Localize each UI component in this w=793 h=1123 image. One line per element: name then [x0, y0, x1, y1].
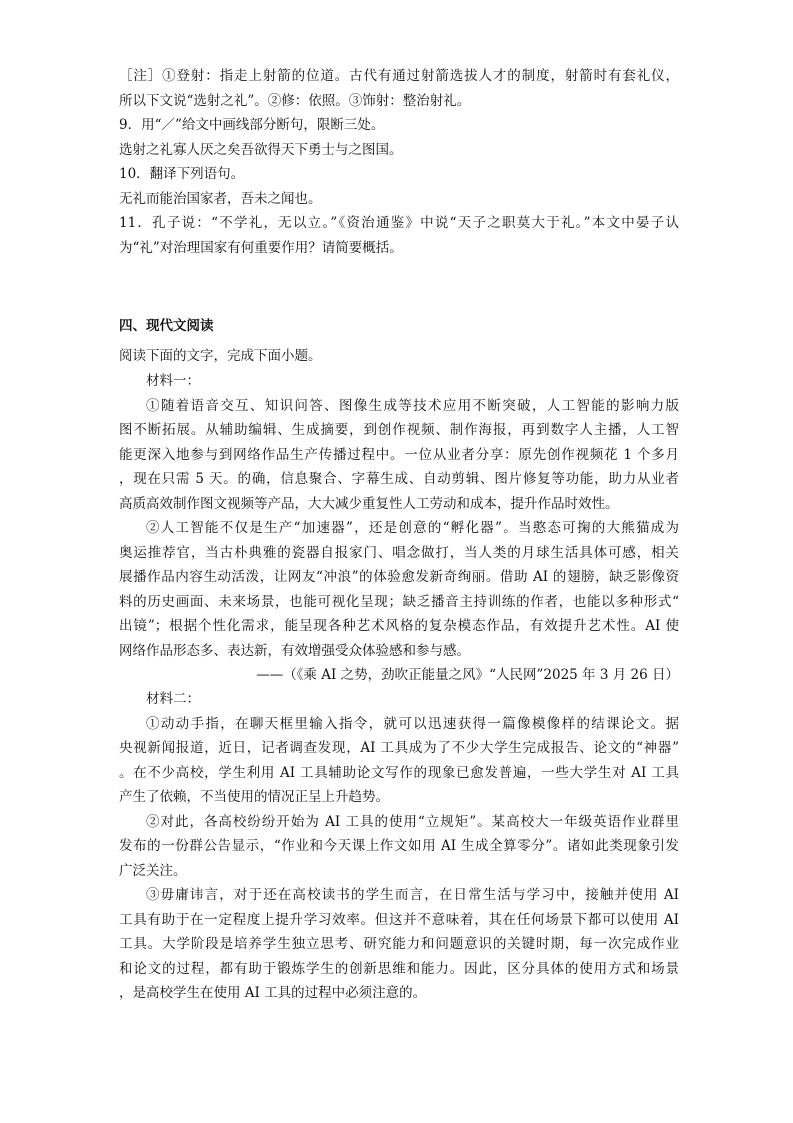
- intro-text: 阅读下面的文字，完成下面小题。: [119, 348, 322, 364]
- question-prompt: 为“礼”对治理国家有何重要作用？请简要概括。: [119, 239, 403, 256]
- paragraph-line: 图不断拓展。从辅助编辑、生成摘要，到创作视频、制作海报，再到数字人主播，人工智: [119, 422, 679, 438]
- paragraph: [119, 516, 679, 663]
- question-prompt: 11．孔子说：“不学礼，无以立。”《资治通鉴》中说“天子之职莫大于礼。”本文中晏子认: [119, 215, 679, 231]
- material-2: [119, 687, 679, 1006]
- question-prompt: 9．用“／”给文中画线部分断句，限断三处。: [119, 117, 385, 133]
- paragraph: [119, 394, 679, 517]
- paragraph-line: 能更深入地参与到网络作品生产传播过程中。一位从业者分享：原先创作视频花 1 个多月: [119, 446, 679, 463]
- paragraph: [119, 810, 679, 884]
- paragraph-line: ，是高校学生在使用 AI 工具的过程中必须注意的。: [119, 985, 427, 1001]
- section-heading: [119, 314, 679, 339]
- paragraph-line: ①动动手指，在聊天框里输入指令，就可以迅速获得一篇像模像样的结课论文。据: [146, 715, 679, 732]
- paragraph-line: 央视新闻报道，近日，记者调查发现，AI 工具成为了不少大学生完成报告、论文的“神器”: [119, 740, 679, 756]
- paragraph-line: 网络作品形态多、表达新，有效增强受众体验感和参与感。: [119, 642, 470, 659]
- paragraph-line: 展播作品内容生动活泼，让网友“冲浪”的体验愈发新奇绚丽。借助 AI 的翅膀，缺乏影像资: [119, 569, 679, 585]
- question-text: 无礼而能治国家者，吾未之闻也。: [119, 190, 322, 207]
- paragraph-line: ①随着语音交互、知识问答、图像生成等技术应用不断突破，人工智能的影响力版: [146, 397, 679, 414]
- reading-intro: [119, 344, 679, 369]
- material-1: [119, 369, 679, 688]
- source-citation: ——（《乘 AI 之势，劲吹正能量之风》“人民网”2025 年 3 月 26 日）: [256, 667, 679, 683]
- paragraph-line: ②人工智能不仅是生产“加速器”，还是创意的“孵化器”。当憨态可掬的大熊猫成为: [146, 520, 679, 536]
- paragraph-line: 出镜”；根据个性化需求，能呈现各种艺术风格的复杂模态作品，有效提升艺术性。AI 使: [119, 618, 679, 634]
- paragraph-line: 料的历史画面、未来场景，也能可视化呈现；缺乏播音主持训练的作者，也能以多种形式“: [119, 593, 679, 610]
- paragraph-line: 。在不少高校，学生利用 AI 工具辅助论文写作的现象已愈发普遍，一些大学生对 AI 工具: [119, 764, 679, 781]
- question-9: [119, 113, 679, 162]
- question-11: [119, 211, 679, 260]
- paragraph-line: 高质高效制作图文视频等产品，大大减少重复性人工劳动和成本，提升作品时效性。: [119, 495, 619, 512]
- paragraph: [119, 712, 679, 810]
- paragraph-line: 产生了依赖，不当使用的情况正呈上升趋势。: [119, 789, 389, 805]
- note-line: 所以下文说“选射之礼”。②修：依照。③饰射：整治射礼。: [119, 92, 471, 109]
- annotation-notes: [119, 64, 679, 113]
- paragraph-line: 和论文的过程，都有助于锻炼学生的创新思维和能力。因此，区分具体的使用方式和场景: [119, 960, 679, 977]
- section-title: 四、现代文阅读: [119, 318, 214, 334]
- note-line: ［注］①登射：指走上射箭的位道。古代有通过射箭选拔人才的制度，射箭时有套礼仪，: [119, 68, 679, 84]
- paragraph-line: 工具。大学阶段是培养学生独立思考、研究能力和问题意识的关键时期，每一次完成作业: [119, 936, 679, 952]
- paragraph-line: 奥运推荐官，当古朴典雅的瓷器自报家门、唱念做打，当人类的月球生活具体可感，相关: [119, 544, 679, 561]
- paragraph-line: 发布的一份群公告显示，“作业和今天课上作文如用 AI 生成全算零分”。诸如此类现象引发: [119, 838, 679, 854]
- question-10: [119, 162, 679, 211]
- paragraph-line: ②对此，各高校纷纷开始为 AI 工具的使用“立规矩”。某高校大一年级英语作业群里: [146, 813, 679, 830]
- paragraph-line: ③毋庸讳言，对于还在高校读书的学生而言，在日常生活与学习中，接触并使用 AI: [146, 887, 679, 903]
- question-prompt: 10．翻译下列语句。: [119, 166, 245, 182]
- paragraph-line: 广泛关注。: [119, 862, 187, 879]
- paragraph: [119, 883, 679, 1006]
- material-label: 材料二：: [146, 691, 200, 707]
- paragraph-line: 工具有助于在一定程度上提升学习效率。但这并不意味着，其在任何场景下都可以使用 AI: [119, 911, 679, 928]
- question-text: 选射之礼寡人厌之矣吾欲得天下勇士与之图国。: [119, 141, 403, 158]
- paragraph-line: ，现在只需 5 天。的确，信息聚合、字幕生成、自动剪辑、图片修复等功能，助力从业者: [119, 471, 679, 487]
- material-label: 材料一：: [146, 373, 200, 389]
